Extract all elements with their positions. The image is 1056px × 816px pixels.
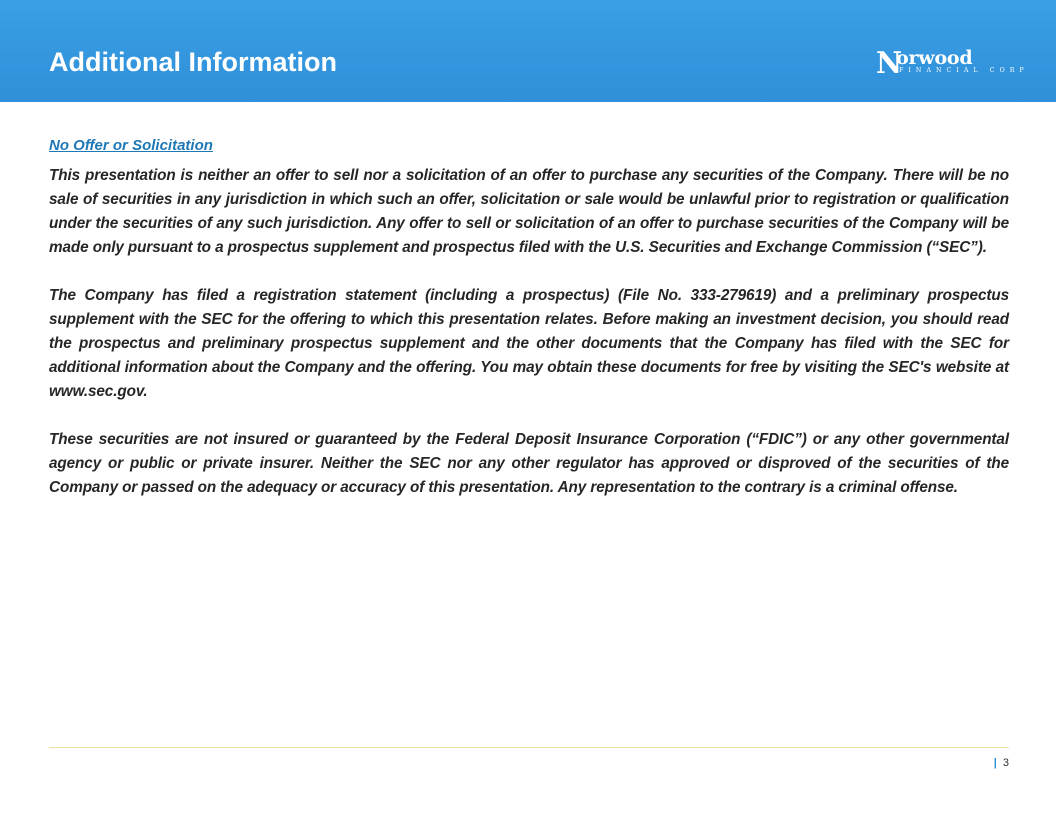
main-content — [49, 136, 1009, 524]
logo-subtitle: FINANCIAL CORP — [899, 67, 1029, 74]
page-separator: | — [993, 757, 997, 769]
logo-word: orwood — [896, 47, 973, 69]
page-number-block — [994, 757, 1009, 769]
paragraph-no-offer: This presentation is neither an offer to sell nor a solicitation of an offer to purchase any securities of the Company. There will be no sale of securities in any jurisdiction in which such an offer, solicitation or sale would be unlawful prior to registration or qualification under the securities of any such jurisdiction. Any offer to sell or solicitation of an offer to purchase securities of the Company will be made only pursuant to a prospectus supplement and prospectus filed with the U.S. Securities and Exchange Commission (“SEC”). — [49, 167, 1009, 256]
paragraph-not-insured: These securities are not insured or guaranteed by the Federal Deposit Insurance Corporation (“FDIC”) or any other governmental agency or public or private insurer. Neither the SEC nor any other regulator has approved or disproved of the securities of the Company or passed on the adequacy or accuracy of this presentation. Any representation to the contrary is a criminal offense. — [49, 431, 1009, 496]
logo-initial: N — [876, 46, 903, 81]
paragraph-registration: The Company has filed a registration statement (including a prospectus) (File No. 333-279619) and a preliminary prospectus supplement with the SEC for the offering to which this presentation relates. Before making an investment decision, you should read the prospectus and preliminary prospectus supplement and the other documents that the Company has filed with the SEC for additional information about the Company and the offering. You may obtain these documents for free by visiting the SEC's website at www.sec.gov. — [49, 287, 1009, 400]
section-heading: No Offer or Solicitation — [49, 137, 213, 154]
header-banner — [0, 0, 1056, 102]
page-title: Additional Information — [49, 47, 337, 77]
page-number: 3 — [1002, 757, 1009, 769]
footer-divider — [49, 747, 1009, 748]
norwood-logo — [876, 46, 1029, 81]
